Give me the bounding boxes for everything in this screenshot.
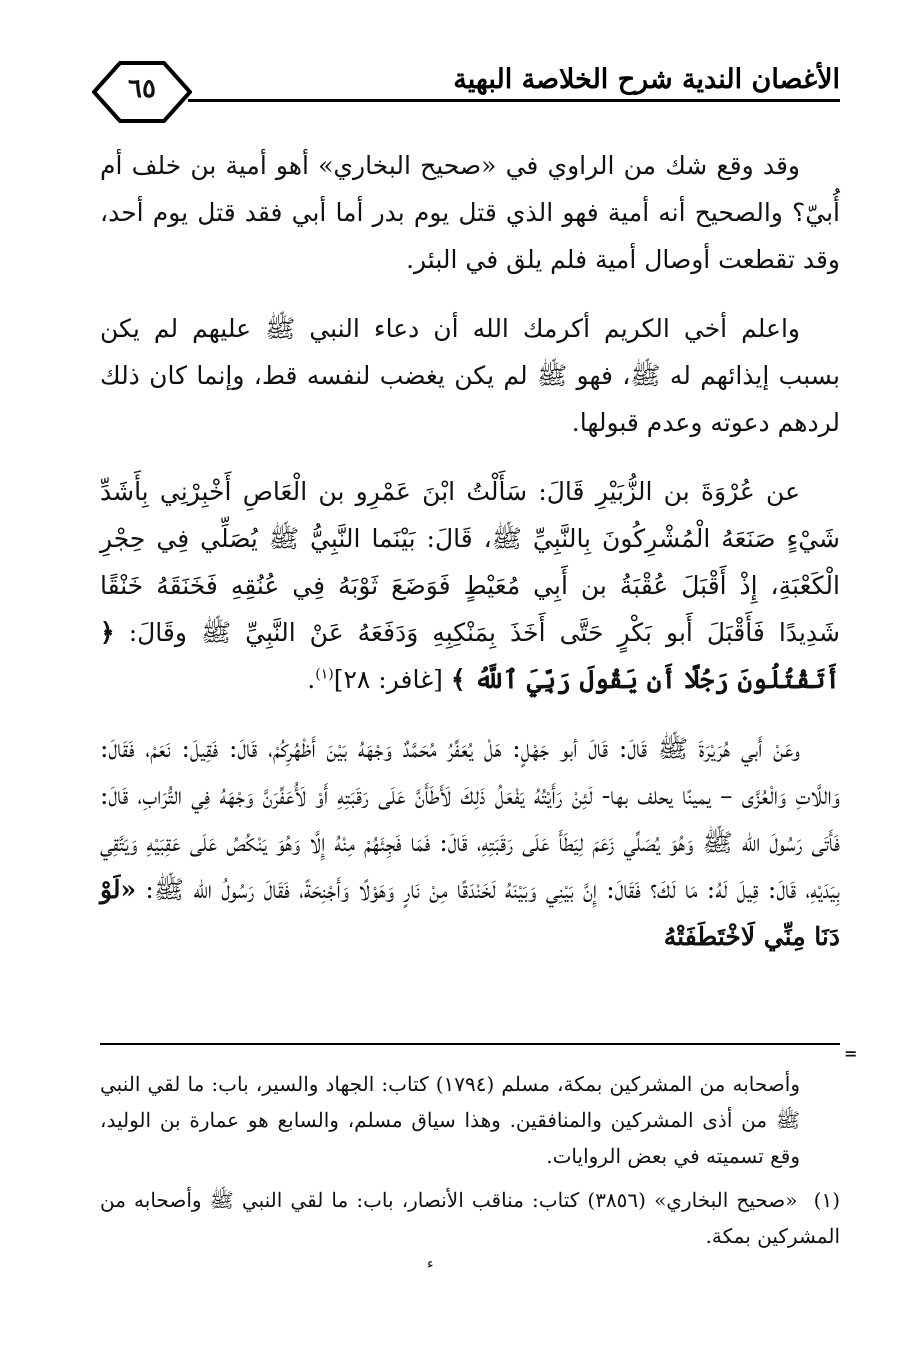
- footnote-1-text: «صحيح البخاري» (٣٨٥٦) كتاب: مناقب الأنصار، باب: ما لقي النبي ﷺ وأصحابه من المشركين بمكة.: [100, 1188, 840, 1248]
- footnote-continuation: وأصحابه من المشركين بمكة، مسلم (١٧٩٤) كتاب: الجهاد والسير، باب: ما لقي النبي ﷺ من أذى المشركين والمنافقين. وهذا سياق مسلم، والسابع هو عمارة بن الوليد، وقع تسميته في بعض الروايات.: [100, 1072, 800, 1168]
- verse-reference: [غافر: ٢٨]: [333, 665, 443, 694]
- page-header: [92, 60, 840, 124]
- footnote-ref-1[interactable]: (١): [315, 666, 334, 683]
- footnotes: [100, 1066, 840, 1262]
- prophet-quote: «لَوْ دَنَا مِنِّي لَاخْتَطَفَتْهُ: [100, 875, 840, 951]
- footnote-1-number: (١): [813, 1188, 841, 1212]
- paragraph-1: وقد وقع شك من الراوي في «صحيح البخاري» أهو أمية بن خلف أم أُبيّ؟ والصحيح أنه أمية فهو الذي قتل يوم بدر أما أبي فقد قتل يوم أحد، وقد تقطعت أوصال أمية فلم يلق في البئر.: [100, 151, 840, 274]
- hadith-text-1: عن عُرْوَةَ بن الزُّبَيْرِ قَالَ: سَأَلْتُ ابْنَ عَمْرِو بن الْعَاصِ أَخْبِرْنِي بِأَشَدِّ شَيْءٍ صَنَعَهُ الْمُشْرِكُونَ بِالنَّبِيِّ ﷺ، قَالَ: بَيْنَما النَّبِيُّ ﷺ يُصَلِّي فِي حِجْرِ الْكَعْبَةِ، إِذْ أَقْبَلَ عُقْبَةُ بن أَبِي مُعَيْطٍ فَوَضَعَ ثَوْبَهُ فِي عُنُقِهِ فَخَنَقَهُ خَنْقًا شَدِيدًا فَأَقْبَلَ أَبو بَكْرٍ حَتَّى أَخَذَ بِمَنْكِبِهِ وَدَفَعَهُ عَنْ النَّبِيِّ ﷺ وقَالَ:: [100, 477, 840, 647]
- stray-mark: ء: [427, 1256, 434, 1272]
- main-text: [100, 142, 840, 982]
- header-rule: [188, 99, 840, 102]
- book-title: الأغصان الندية شرح الخلاصة البهية: [453, 64, 840, 95]
- page-number: ٦٥: [128, 74, 156, 104]
- page-number-badge: [92, 60, 192, 124]
- footnote-separator: [100, 1043, 840, 1045]
- footnote-continuation-mark: =: [844, 1044, 858, 1063]
- paragraph-2: واعلم أخي الكريم أكرمك الله أن دعاء النبي ﷺ عليهم لم يكن بسبب إيذائهم له ﷺ، فهو ﷺ لم يكن يغضب لنفسه قط، وإنما كان ذلك لردهم دعوته وعدم قبولها.: [100, 314, 840, 437]
- hadith-text-2: وعَنْ أَبي هُرَيْرَةَ ﷺ قَالَ: قَالَ أبو جَهْلٍ: هَلْ يُعَفِّرُ مُحَمَّدٌ وَجْهَهُ بَيْنَ أَظْهُرِكُمْ، قَالَ: فَقِيلَ: نَعَمْ، فَقَالَ: وَاللَّاتِ وَالْعُزَّى – يمينًا يحلف بها- لَئِنْ رَأَيْتُهُ يَفْعَلُ ذَلِكَ لَأَطَأَنَّ عَلَى رَقَبَتِهِ أَوْ لَأُعَفِّرَنَّ وَجْهَهُ فِي التُّرَابِ، قَالَ: فَأَتَى رَسُولَ الله ﷺ وَهُوَ يُصَلِّي زَعَمَ لِيَطَأَ عَلَى رَقَبَتِهِ، قَالَ: فَمَا فَجِئَهُمْ مِنْهُ إِلَّا وَهُوَ يَنْكُصُ عَلَى عَقِبَيْهِ وَيَتَّقِي بِيَدَيْهِ، قَالَ: قِيلَ لَهُ: مَا لَكَ؟ فَقَالَ: إِنَّ بَيْنِي وَبَيْنَهُ لَخَنْدَقًا مِنْ نَارٍ وَهَوْلًا وَأَجْنِحَةً، فَقَالَ رَسُولُ الله ﷺ:: [100, 734, 840, 904]
- paragraph-4: [100, 725, 840, 960]
- footnote-1: [100, 1182, 840, 1254]
- quran-verse: ﴿ أَتَقْتُلُونَ رَجُلًا أَن يَقُولَ رَبِّيَ ٱللَّهُ ﴾: [100, 618, 840, 694]
- paragraph-3: عن عُرْوَةَ بن الزُّبَيْرِ قَالَ: سَأَلْتُ ابْنَ عَمْرِو بن الْعَاصِ أَخْبِرْنِي بِأَشَدِّ شَيْءٍ صَنَعَهُ الْمُشْرِكُونَ بِالنَّبِيِّ ﷺ، قَالَ: بَيْنَما النَّبِيُّ ﷺ يُصَلِّي فِي حِجْرِ الْكَعْبَةِ، إِذْ أَقْبَلَ عُقْبَةُ بن أَبِي مُعَيْطٍ فَوَضَعَ ثَوْبَهُ فِي عُنُقِهِ فَخَنَقَهُ خَنْقًا شَدِيدًا فَأَقْبَلَ أَبو بَكْرٍ حَتَّى أَخَذَ بِمَنْكِبِهِ وَدَفَعَهُ عَنْ النَّبِيِّ ﷺ وقَالَ: ﴿ أَتَقْتُلُونَ رَجُلًا أَن يَقُولَ رَبِّيَ ٱللَّهُ ﴾ [غافر: ٢٨]$^{(١)}$.: [100, 477, 840, 694]
